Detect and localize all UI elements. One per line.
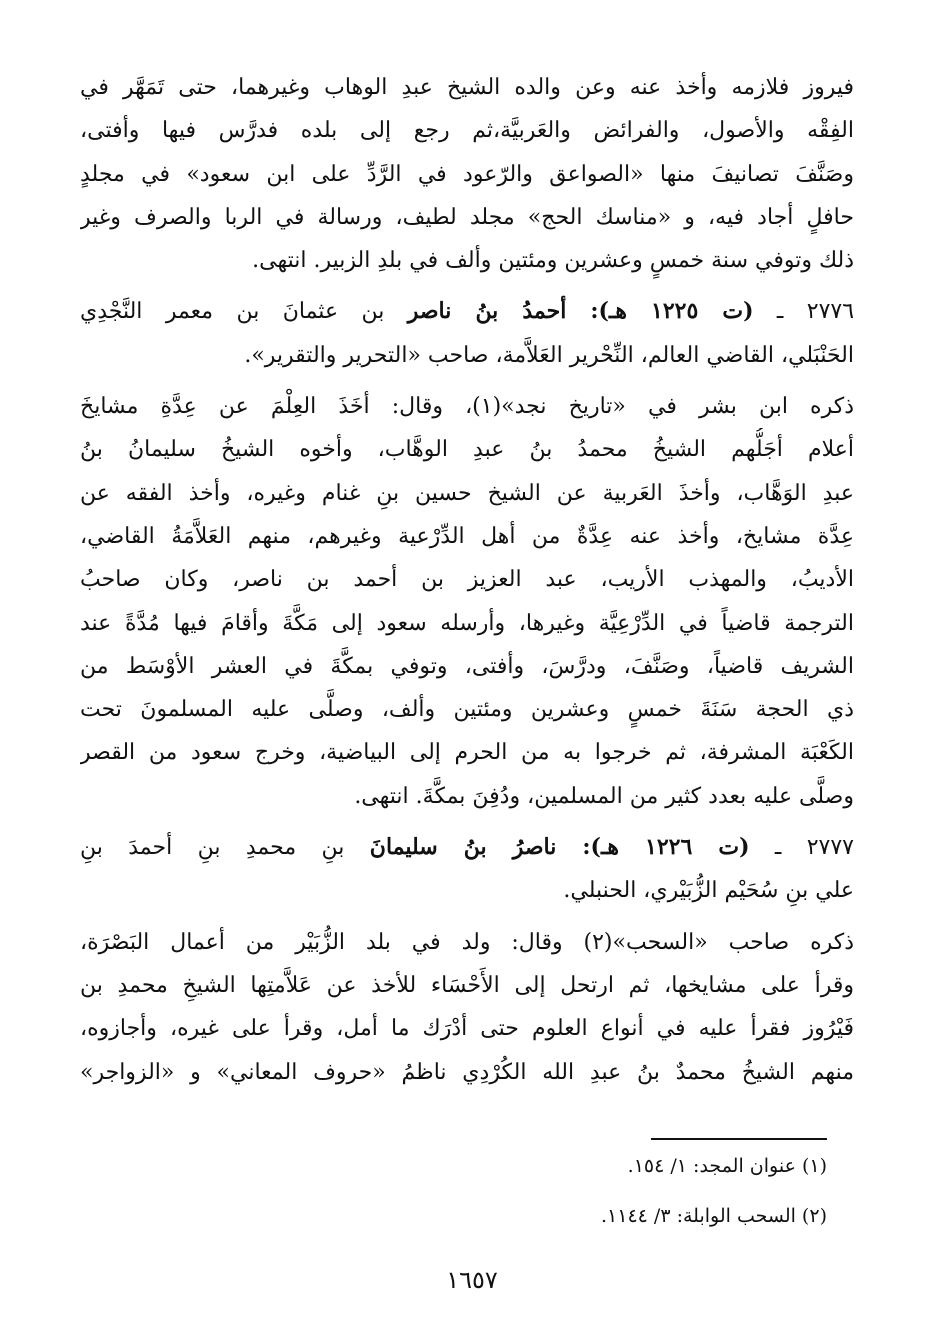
entry-2776 (80, 290, 854, 377)
text-line: ذلك وتوفي سنة خمسٍ وعشرين ومئتين وألف في بلدِ الزبير. انتهى. (252, 248, 854, 274)
text-line: الكَعْبَة المشرفة، ثم خرجوا به من الحرم إلى البياضية، وخرج سعود من القصر (80, 740, 854, 766)
text-line: وقرأ على مشايخها، ثم ارتحل إلى الأَحْسَاء للأخذ عن عَلاَّمتِها الشيخِ محمدِ بن (80, 972, 854, 998)
text-line: ذكره صاحب «السحب»(٢) وقال: ولد في بلد الزُّبَيْر من أعمال البَصْرَة، (80, 929, 854, 955)
text-line: وصلَّى عليه بعدد كثير من المسلمين، ودُفِنَ بمكَّةَ. انتهى. (354, 783, 854, 809)
page-number: ١٦٥٧ (446, 1266, 498, 1294)
text-line: الشريف قاضياً، وصَنَّفَ، ودرَّسَ، وأفتى، وتوفي بمكَّةَ في العشر الأوْسَط من (80, 653, 854, 679)
paragraph-3 (80, 921, 854, 1094)
text-line: الفِقْه والأصول، والفرائض والعَربيَّة،ثم رجع إلى بلده فدرَّس فيها وأفتى، (80, 118, 854, 144)
text-line: حافلٍ أجاد فيه، و «مناسك الحج» مجلد لطيف، ورسالة في الربا والصرف وغير (80, 204, 854, 230)
text-line: منهم الشيخُ محمدٌ بنُ عبدِ الله الكُرْدِي ناظمُ «حروف المعاني» و «الزواجر» (80, 1059, 854, 1085)
entry-number: ٢٧٧٧ ـ (774, 835, 854, 861)
text-line: الترجمة قاضياً في الدِّرْعِيَّة وغيرها، وأرسله سعود إلى مَكَّةَ وأقامَ فيها مُدَّةً عند (80, 610, 854, 636)
text-line: علي بنِ سُحَيْم الزُّبَيْري، الحنبلي. (563, 878, 854, 904)
entry-heading-line (80, 290, 854, 333)
paragraph-1 (80, 66, 854, 282)
entry-2777 (80, 826, 854, 913)
text-line: عبدِ الوَهَّاب، وأخذَ العَربية عن الشيخ حسين بنِ غنام وغيره، وأخذ الفقه عن (80, 480, 854, 506)
text-line: فَيْرُوز فقرأ عليه في أنواع العلوم حتى أدْرَك ما أمل، وقرأ على غيره، وأجازوه، (80, 1016, 854, 1042)
text-line: أعلام أجَلُّهم الشيخُ محمدُ بنُ عبدِ الوهَّاب، وأخوه الشيخُ سليمانُ بنُ (80, 437, 854, 463)
text-line: الأديبُ، والمهذب الأريب، عبد العزيز بن أحمد بن ناصر، وكان صاحبُ (80, 567, 854, 593)
footnote-2: (٢) السحب الوابلة: ٣/ ١١٤٤. (601, 1205, 827, 1227)
entry-number: ٢٧٧٦ ـ (776, 299, 854, 325)
entry-title-rest: بنِ محمدِ بنِ أحمدَ بنِ (80, 835, 345, 861)
entry-heading-line (80, 826, 854, 869)
page-body (80, 66, 854, 1094)
text-line: ذكره ابن بشر في «تاريخ نجد»(١)، وقال: أخَذَ العِلْمَ عن عِدَّةِ مشايخَ (80, 394, 854, 420)
text-line: ذي الحجة سَنَةَ خمسٍ وعشرين ومئتين وألف، وصلَّى عليه المسلمونَ تحت (80, 697, 854, 723)
footnote-divider (651, 1138, 827, 1140)
text-line: وصَنَّفَ تصانيفَ منها «الصواعق والرّعود في الرَّدِّ على ابن سعود» في مجلدٍ (80, 161, 854, 187)
entry-title-rest: بن عثمانَ بن معمر النَّجْدِي (80, 299, 385, 325)
footnotes (90, 1152, 827, 1252)
text-line: الحَنْبَلي، القاضي العالم، النِّحْرير العَلاَّمة، صاحب «التحرير والتقرير». (244, 342, 854, 368)
text-line: فيروز فلازمه وأخذ عنه وعن والده الشيخ عبدِ الوهاب وغيرهما، حتى تَمَهَّر في (80, 75, 854, 100)
footnote-1: (١) عنوان المجد: ١/ ١٥٤. (627, 1155, 827, 1177)
text-line: عِدَّة مشايخ، وأخذ عنه عِدَّةٌ من أهل الدِّرْعية وغيرهم، منهم العَلاَّمَةُ القاضي، (80, 523, 854, 549)
entry-title: (ت ١٢٢٦ هـ): ناصرُ بنُ سليمانَ (369, 834, 750, 861)
paragraph-2 (80, 385, 854, 818)
entry-title: (ت ١٢٢٥ هـ): أحمدُ بنُ ناصر (407, 298, 754, 325)
